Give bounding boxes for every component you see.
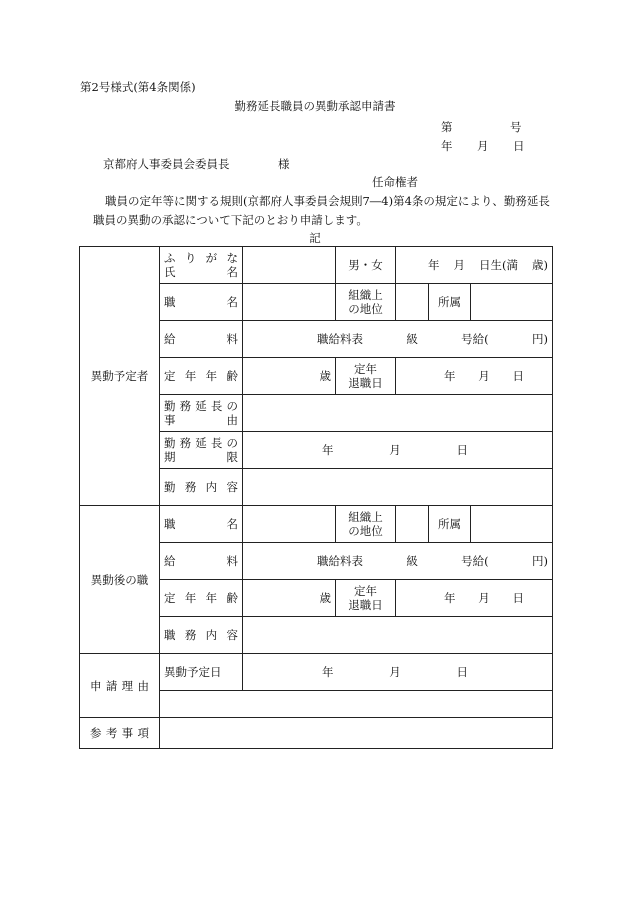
planned-date-field[interactable]: 年 月 日 [243, 654, 553, 691]
sex-field[interactable]: 男・女 [336, 247, 396, 284]
salary-field[interactable]: 職給料表 級 号給( 円) [243, 321, 553, 358]
ki-marker: 記 [309, 231, 321, 245]
post-label: 職名 [160, 284, 243, 321]
extension-period-field[interactable]: 年 月 日 [243, 432, 553, 469]
retirement-date-field[interactable]: 年 月 日 [396, 358, 553, 395]
section-new-position-label: 異動後の職 [80, 506, 160, 654]
dept-field[interactable] [471, 284, 553, 321]
addressee: 京都府人事委員会委員長 [103, 157, 230, 171]
extension-reason-field[interactable] [243, 395, 553, 432]
new-org-position-label: 組織上 の地位 [336, 506, 396, 543]
extension-period-label: 勤務延長の 期限 [160, 432, 243, 469]
duties-field[interactable] [243, 469, 553, 506]
form-number: 第2号様式(第4条関係) [80, 80, 196, 94]
number-suffix: 号 [510, 120, 522, 134]
new-duties-label: 職務内容 [160, 617, 243, 654]
new-retirement-date-label: 定年 退職日 [336, 580, 396, 617]
date-month-label: 月 [477, 139, 489, 153]
row-planned-date [80, 654, 553, 691]
new-retirement-age-label: 定年年齢 [160, 580, 243, 617]
new-post-label: 職名 [160, 506, 243, 543]
new-org-position-field[interactable] [396, 506, 429, 543]
section-reason-label: 申請理由 [80, 654, 160, 718]
org-position-label: 組織上 の地位 [336, 284, 396, 321]
reason-detail-field[interactable] [160, 691, 553, 718]
document-title: 勤務延長職員の異動承認申請書 [234, 99, 396, 113]
application-table [79, 246, 553, 749]
section-transferee-label: 異動予定者 [80, 247, 160, 506]
duties-label: 勤務内容 [160, 469, 243, 506]
post-field[interactable] [243, 284, 336, 321]
salary-label: 給料 [160, 321, 243, 358]
number-prefix: 第 [441, 120, 453, 134]
date-year-label: 年 [441, 139, 453, 153]
remarks-field[interactable] [160, 718, 553, 749]
birthdate-field[interactable]: 年 月 日生(満 歳) [396, 247, 553, 284]
date-day-label: 日 [513, 139, 525, 153]
row-remarks [80, 718, 553, 749]
furigana-name-label: ふりがな 氏名 [160, 247, 243, 284]
extension-reason-label: 勤務延長の 事由 [160, 395, 243, 432]
appointing-authority: 任命権者 [372, 175, 418, 189]
new-post-field[interactable] [243, 506, 336, 543]
new-retirement-date-field[interactable]: 年 月 日 [396, 580, 553, 617]
retirement-age-label: 定年年齢 [160, 358, 243, 395]
honorific: 様 [278, 157, 290, 171]
org-position-field[interactable] [396, 284, 429, 321]
retirement-age-field[interactable]: 歳 [243, 358, 336, 395]
new-retirement-age-field[interactable]: 歳 [243, 580, 336, 617]
section-remarks-label: 参考事項 [80, 718, 160, 749]
name-field[interactable] [243, 247, 336, 284]
new-dept-field[interactable] [471, 506, 553, 543]
retirement-date-label: 定年 退職日 [336, 358, 396, 395]
new-duties-field[interactable] [243, 617, 553, 654]
planned-date-label: 異動予定日 [160, 654, 243, 691]
new-dept-label: 所属 [429, 506, 471, 543]
new-salary-label: 給料 [160, 543, 243, 580]
row-name [80, 247, 553, 284]
application-statement: 職員の定年等に関する規則(京都府人事委員会規則7―4)第4条の規定により、勤務延長職員の異動の承認について下記のとおり申請します。 [93, 194, 550, 227]
new-salary-field[interactable]: 職給料表 級 号給( 円) [243, 543, 553, 580]
row-new-post [80, 506, 553, 543]
dept-label: 所属 [429, 284, 471, 321]
